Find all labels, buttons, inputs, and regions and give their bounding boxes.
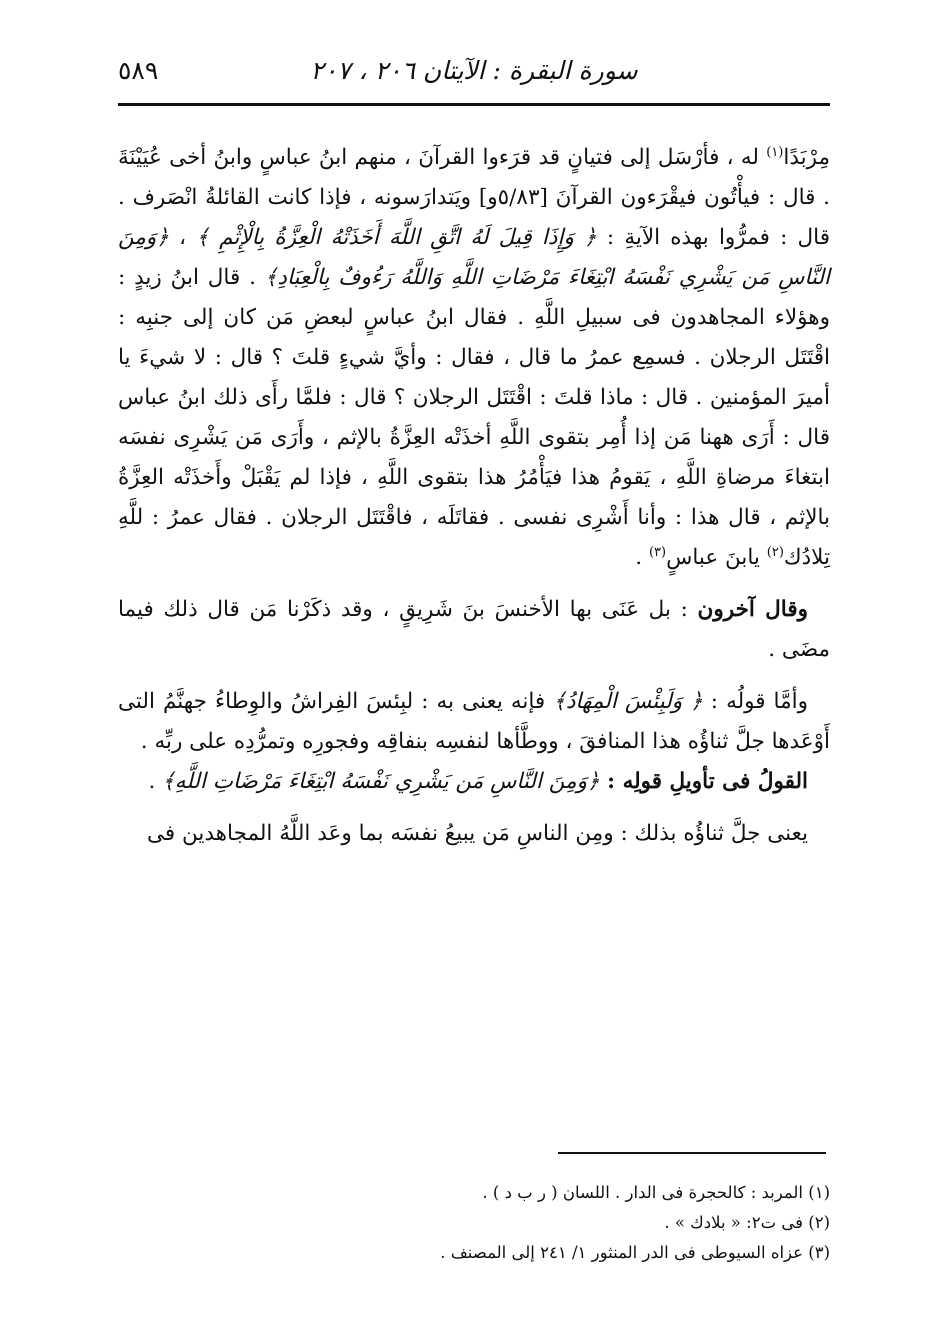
page-header — [118, 52, 830, 98]
paragraph-lead: وقال آخرون — [697, 597, 808, 622]
text-run: وأمَّا قولُه : — [702, 689, 808, 714]
footnote-2: (٢) فى ت٢: « بلادك » . — [664, 1213, 830, 1232]
text-run: مِرْبَدًا — [783, 145, 830, 170]
footnote-1: (١) المربد : كالحجرة فى الدار . اللسان ( ر ب د ) . — [482, 1183, 830, 1202]
paragraph-1 — [118, 138, 830, 578]
footnote-3: (٣) عزاه السيوطى فى الدر المنثور ١/ ٢٤١ إلى المصنف . — [440, 1243, 830, 1262]
footnote-rule — [558, 1152, 826, 1154]
text-run: فإنه يعنى به : لبِئسَ الفِراشُ والوِطاءُ جهنَّمُ التى أَوْعَدها جلَّ ثناؤُه هذا المنافقَ ، ووطَّأها لنفسِه بنفاقِه وفجورِه وتمرُّدِه على ربِّه . — [118, 689, 830, 754]
section-heading-lead: القولُ فى تأويلِ قولِه : — [599, 769, 808, 794]
text-run: . — [148, 769, 163, 794]
quran-quote: ﴿ وَلَبِئْسَ الْمِهَادُ﴾ — [553, 689, 703, 714]
text-run: له ، فأرْسَل إلى فتيانٍ قد قرَءوا القرآنَ ، منهم ابنُ عباسٍ وابنُ أخى عُيَيْنَةَ . قال : فيأْتُون فيقْرَءون القرآنَ [٥/٨٣و] ويَتدارَسونه ، فإذا كانت القائلةُ انْصَرف . قال : فمرُّوا بهذه الآيةِ : — [118, 145, 831, 250]
page-number: ٥٨٩ — [118, 56, 159, 85]
quran-quote: ﴿وَمِنَ النَّاسِ مَن يَشْرِي نَفْسَهُ ابْتِغَاءَ مَرْضَاتِ اللَّهِ﴾ — [162, 769, 600, 794]
footnote-marker-3: (٣) — [648, 545, 667, 560]
text-run: ، — [168, 225, 197, 250]
text-run: يابنَ عباسٍ — [666, 545, 767, 570]
text-run: يعنى جلَّ ثناؤُه بذلك : ومِن الناسِ مَن يبيعُ نفسَه بما وعَد اللَّهُ المجاهدين فى — [147, 821, 808, 846]
footnote-marker-1: (١) — [766, 145, 784, 160]
paragraph-2 — [118, 590, 830, 670]
quran-quote: ﴿وَمِنَ النَّاسِ مَن يَشْرِي نَفْسَهُ ابْتِغَاءَ مَرْضَاتِ اللَّهِ وَاللَّهُ رَءُوفٌ بِالْعِبَادِ﴾ — [118, 225, 830, 290]
quran-quote: ﴿ وَإِذَا قِيلَ لَهُ اتَّقِ اللَّهَ أَخَذَتْهُ الْعِزَّةُ بِالْإِثْمِ ﴾ — [196, 225, 597, 250]
running-title: سورة البقرة : الآيتان ٢٠٦ ، ٢٠٧ — [310, 56, 638, 85]
header-rule — [118, 103, 830, 106]
text-run: . قال ابنُ زيدٍ : وهؤلاء المجاهدون فى سبيلِ اللَّهِ . فقال ابنُ عباسٍ لبعضِ مَن كان إلى جنبِه : اقْتَتَل الرجلان . فسمِع عمرُ ما قال ، فقال : وأيَّ شيءٍ قلتَ ؟ قال : لا شيءَ يا أميرَ المؤمنين . قال : ماذا قلتَ : اقْتَتَل الرجلان ؟ قال : فلمَّا رأَى ذلك ابنُ عباس قال : أَرَى ههنا مَن إذا أُمِر بتقوى اللَّهِ أخذَتْه العِزَّةُ بالإثم ، وأَرَى مَن يَشْرِى نفسَه ابتغاءَ مرضاةِ اللَّهِ ، يَقومُ هذا فيَأْمُرُ هذا بتقوى اللَّهِ ، فإذا لم يَقْبَلْ وأَخذَتْه العِزَّةُ بالإثم ، قال هذا : وأنا أَشْرِى نفسى . فقاتَلَه ، فاقْتَتَل الرجلان . فقال عمرُ : للَّهِ تِلادُك — [118, 265, 830, 570]
footnotes — [118, 1178, 830, 1268]
main-text — [118, 138, 830, 854]
paragraph-5 — [118, 814, 830, 854]
footnote-marker-2: (٢) — [766, 545, 784, 560]
text-run: . — [635, 545, 649, 570]
paragraph-3 — [118, 682, 830, 762]
section-heading — [118, 762, 830, 802]
text-run: : بل عَنَى بها الأخنسَ بنَ شَرِيقٍ ، وقد ذكَرْنا مَن قال ذلك فيما مضَى . — [118, 597, 830, 662]
